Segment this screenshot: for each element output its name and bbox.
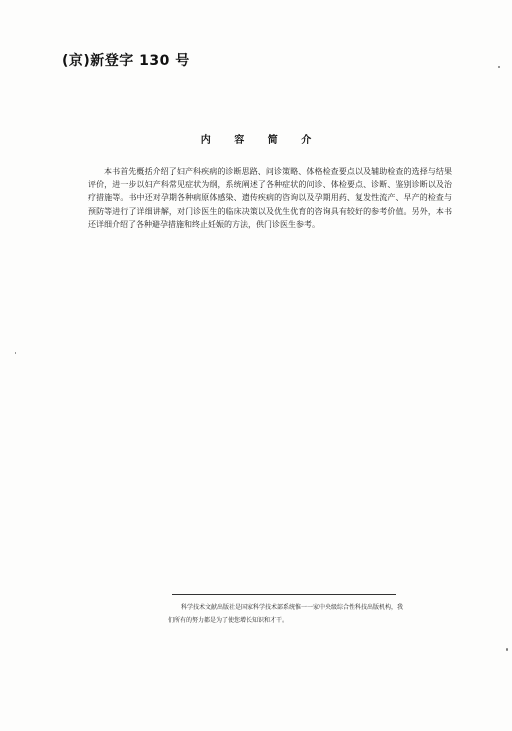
scan-speck — [498, 66, 500, 68]
scan-speck — [506, 648, 508, 651]
abstract-block — [88, 165, 452, 231]
publication-license-number: (京)新登字 130 号 — [62, 53, 190, 69]
abstract-paragraph: 本书首先概括介绍了妇产科疾病的诊断思路、问诊策略、体格检查要点以及辅助检查的选择与结果评价，进一步以妇产科常见症状为纲，系统阐述了各种症状的问诊、体检要点、诊断、鉴别诊断以及治疗措施等。书中还对孕期各种病原体感染、遗传疾病的咨询以及孕期用药、复发性流产、早产的检查与预防等进行了详细讲解，对门诊医生的临床决策以及优生优育的咨询具有较好的参考价值。另外，本书还详细介绍了各种避孕措施和终止妊娠的方法，供门诊医生参考。 — [88, 167, 452, 229]
divider-rule — [172, 594, 396, 595]
publisher-note — [168, 602, 404, 627]
publisher-note-text: 科学技术文献出版社是国家科学技术部系统惟一一家中央级综合性科技出版机构，我们所有的努力都是为了使您增长知识和才干。 — [168, 604, 404, 624]
scan-speck — [15, 352, 16, 354]
section-title: 内 容 简 介 — [200, 135, 322, 146]
